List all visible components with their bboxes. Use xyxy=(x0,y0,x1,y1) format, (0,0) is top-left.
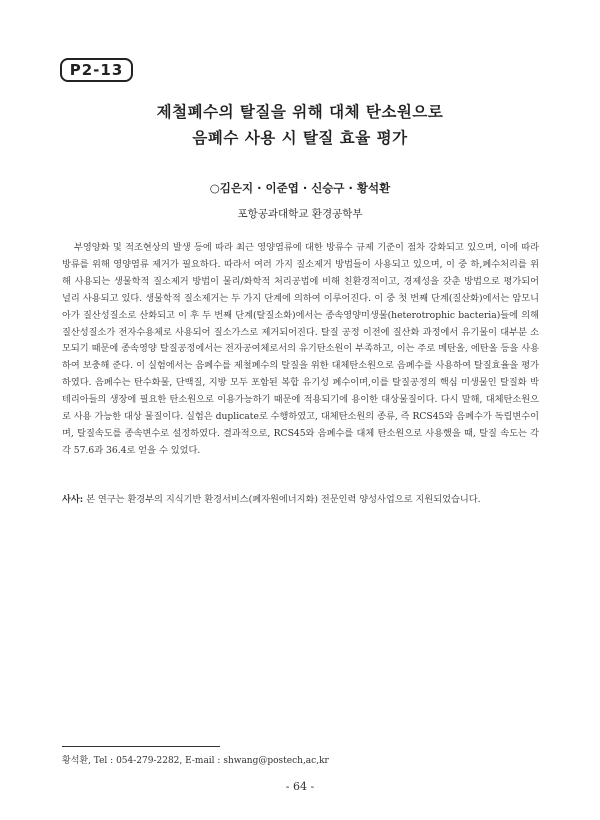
author-list: ○김은지 · 이준엽 · 신승구 · 황석환 xyxy=(209,181,391,195)
acknowledgement-text: 본 연구는 환경부의 지식기반 환경서비스(폐자원에너지화) 전문인력 양성사업으로 지원되었습니다. xyxy=(83,494,481,505)
title-line-1: 제철폐수의 탈질을 위해 대체 탄소원으로 xyxy=(156,103,444,121)
abstract-body: 부영양화 및 적조현상의 발생 등에 따라 최근 영양염류에 대한 방류수 규제 기준이 점차 강화되고 있으며, 이에 따라 방류를 위해 영양염류 제거가 필요하다. 따라서 여러 가지 질소제거 방법들이 사용되고 있으며, 이 중 하,폐수처리를 위해 사용되는 생물학적 질소제거 방법이 물리/화학적 처리공법에 비해 친환경적이고, 경제성을 갖춘 방법으로 평가되어 널리 사용되고 있다. 생물학적 질소제거는 두 가지 단계에 의하여 이루어진다. 이 중 첫 번째 단계(질산화)에서는 암모니아가 질산성질소로 산화되고 이 후 두 번째 단계(탈질소화)에서는 종속영양미생물(heterotrophic bacteria)들에 의해 질산성질소가 전자수용체로 사용되어 질소가스로 제거되어진다. 탈질 공정 이전에 질산화 과정에서 유기물이 대부분 소모되기 때문에 종속영양 탈질공정에서는 전자공여체로서의 유기탄소원이 부족하고, 이는 주로 메탄올, 에탄올 등을 사용하여 보충해 준다. 이 실험에서는 음폐수를 제철폐수의 탈질을 위한 대체탄소원으로 음폐수를 사용하여 탈질효율을 평가하였다. 음폐수는 탄수화물, 단백질, 지방 모두 포함된 복합 유기성 폐수이며,이를 탈질공정의 핵심 미생물인 탈질화 박테리아들의 생장에 필요한 탄소원으로 이용가능하기 때문에 적용되기에 용이한 대상물질이다. 다시 말해, 대체탄소원으로 사용 가능한 대상 물질이다. 실험은 duplicate로 수행하였고, 대체탄소원의 종류, 즉 RCS45와 음폐수가 독립변수이며, 탈질속도를 종속변수로 설정하였다. 결과적으로, RCS45와 음폐수를 대체 탄소원으로 사용했을 때, 탈질 속도는 각각 57.6과 36.4로 얻을 수 있었다. xyxy=(62,242,539,456)
acknowledgement xyxy=(62,492,539,508)
session-code-badge: P2-13 xyxy=(60,58,133,82)
title-line-2: 음폐수 사용 시 탈질 효율 평가 xyxy=(192,129,408,147)
page-number: - 64 - xyxy=(285,780,315,793)
footnote-divider xyxy=(62,746,220,747)
acknowledgement-label: 사사: xyxy=(62,494,84,505)
affiliation: 포항공과대학교 환경공학부 xyxy=(237,208,363,220)
corresponding-author-footnote: 황석환, Tel : 054-279-2282, E-mail : shwang@postech,ac,kr xyxy=(62,756,329,766)
